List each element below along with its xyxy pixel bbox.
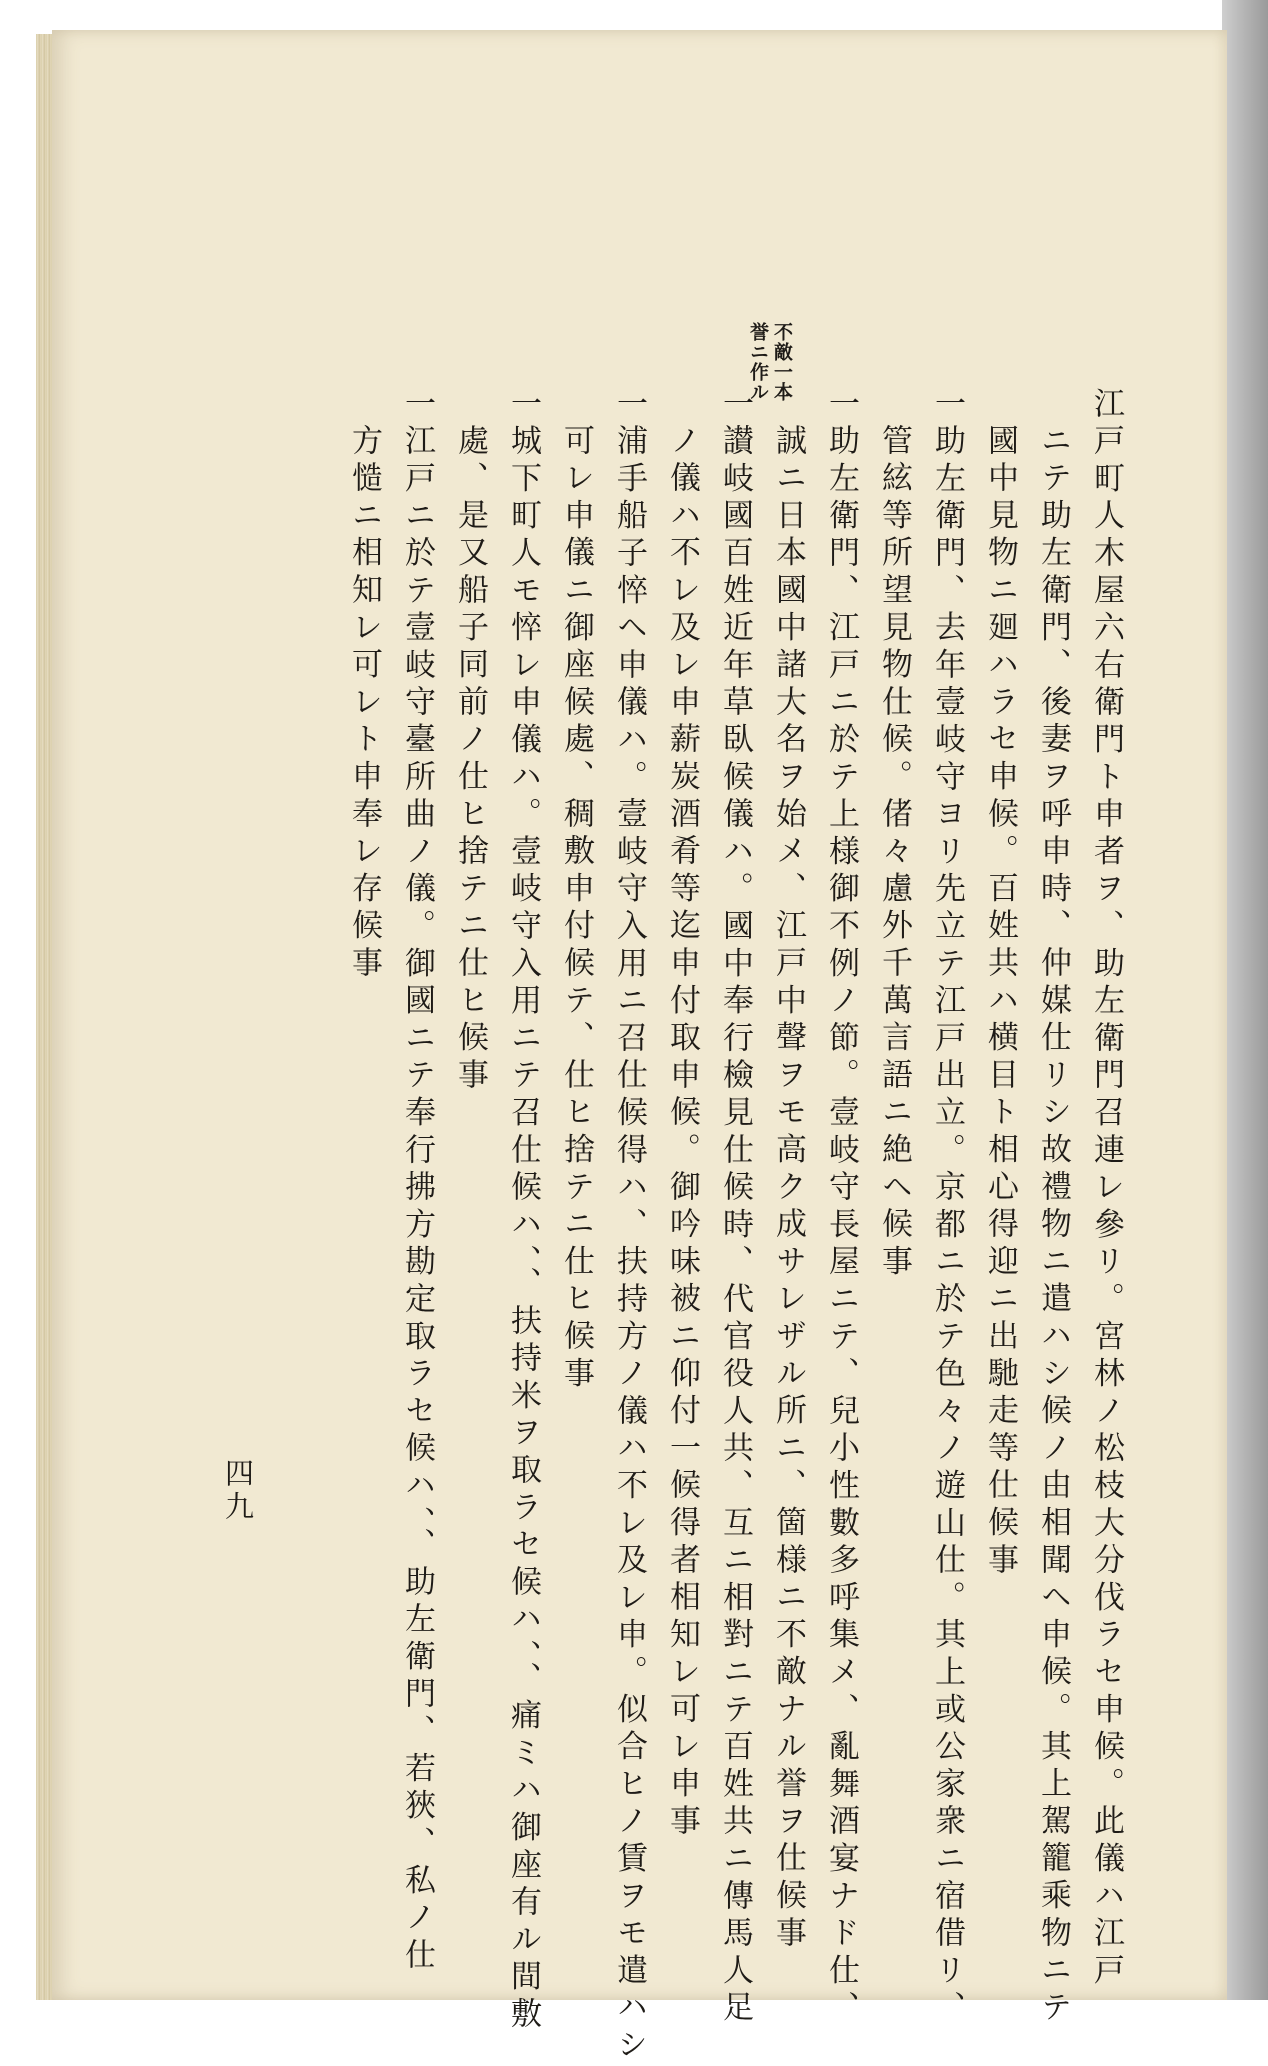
text-column-4: 一助左衛門、去年壹岐守ヨリ先立テ江戸出立。京都ニ於テ色々ノ遊山仕。其上或公家衆ニ宿借リ、 xyxy=(929,387,965,2029)
text-column-7: 誠ニ日本國中諸大名ヲ始メ、江戸中聲ヲモ高ク成サレザル所ニ、箇様ニ不敵ナル誉ヲ仕候事 xyxy=(770,424,806,1954)
text-column-13: 處、是又船子同前ノ仕ヒ捨テニ仕ヒ候事 xyxy=(452,424,488,1096)
page-number: 四九 xyxy=(221,1458,255,1524)
text-column-8: 一讃岐國百姓近年草臥候儀ハ。國中奉行檢見仕候時、代官役人共、互ニ相對ニテ百姓共ニ傳馬人足 xyxy=(717,387,753,2029)
text-column-12: 一城下町人モ悴レ申儀ハ。壹岐守入用ニテ召仕候ハ、、扶持米ヲ取ラセ候ハ、、痛ミハ御座有ル間敷 xyxy=(505,387,541,2035)
text-column-9: ノ儀ハ不レ及レ申薪炭酒肴等迄申付取申候。御吟味被ニ仰付一候得者相知レ可レ申事 xyxy=(664,424,700,1842)
text-column-15: 方慥ニ相知レ可レト申奉レ存候事 xyxy=(346,424,382,984)
book-page xyxy=(52,30,1227,2066)
text-column-1: 江戸町人木屋六右衛門ト申者ヲ、助左衛門召連レ參リ。宮林ノ松枝大分伐ラセ申候。此儀ハ江戸 xyxy=(1088,387,1124,1991)
section-heading: 不敵一本 誉ニ作ル xyxy=(747,322,793,402)
cover-board-edge xyxy=(1222,0,1268,2000)
text-column-6: 一助左衛門、江戸ニ於テ上様御不例ノ節。壹岐守長屋ニテ、兒小性數多呼集メ、亂舞酒宴ナド仕、 xyxy=(823,387,859,2029)
text-column-10: 一浦手船子悴ヘ申儀ハ。壹岐守入用ニ召仕候得ハ、扶持方ノ儀ハ不レ及レ申。似合ヒノ賃ヲモ遣ハシ xyxy=(611,387,647,2066)
text-column-11: 可レ申儀ニ御座候處、稠敷申付候テ、仕ヒ捨テニ仕ヒ候事 xyxy=(558,424,594,1394)
text-column-5: 管絃等所望見物仕候。偖々慮外千萬言語ニ絶ヘ候事 xyxy=(876,424,912,1282)
text-column-3: 國中見物ニ廻ハラセ申候。百姓共ハ横目ト相心得迎ニ出馳走等仕候事 xyxy=(982,424,1018,1581)
text-column-14: 一江戸ニ於テ壹岐守臺所曲ノ儀。御國ニテ奉行拂方勘定取ラセ候ハ、、助左衛門、若狹、私ノ仕 xyxy=(399,387,435,1976)
text-column-2: ニテ助左衛門、後妻ヲ呼申時、仲媒仕リシ故禮物ニ遣ハシ候ノ由相聞ヘ申候。其上駕籠乘物ニテ xyxy=(1035,424,1071,2028)
